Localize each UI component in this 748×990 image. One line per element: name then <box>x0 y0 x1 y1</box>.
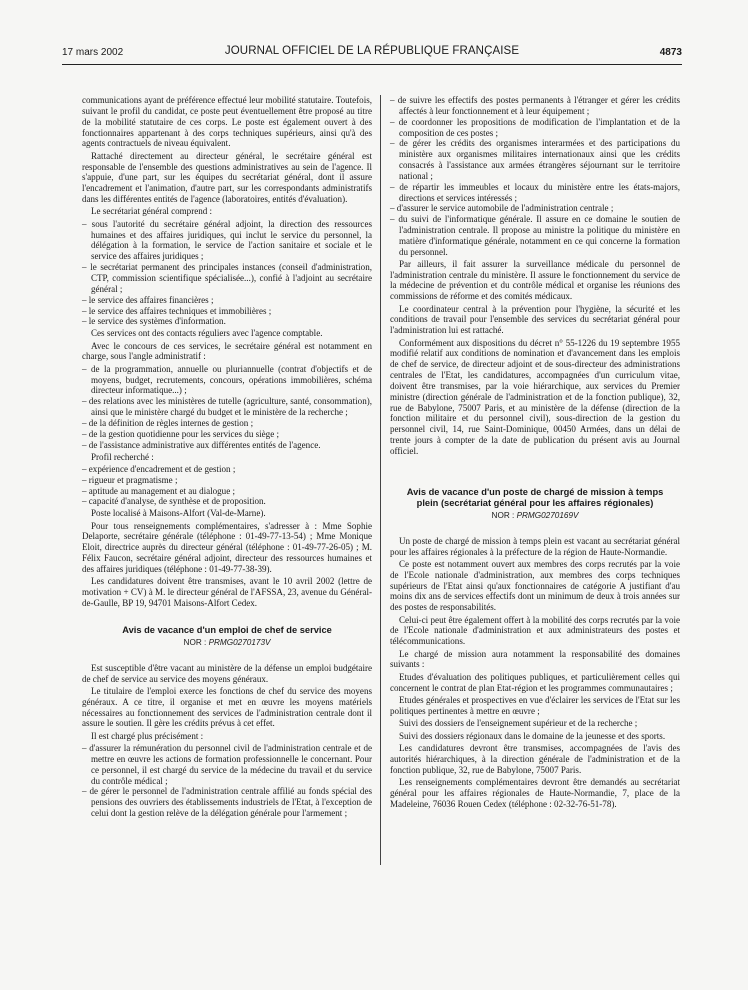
paragraph: Un poste de chargé de mission à temps plein est vacant au secrétariat général pour les affaires régionales à la préfecture de la région de Haute-Normandie. <box>390 535 680 557</box>
notice-title: Avis de vacance d'un emploi de chef de service <box>122 624 332 635</box>
list-item: – de l'assistance administrative aux différentes entités de l'agence. <box>82 440 372 451</box>
list-item: – le service des affaires techniques et immobilières ; <box>82 306 372 317</box>
paragraph: Ces services ont des contacts réguliers avec l'agence comptable. <box>91 328 323 339</box>
list-item: – capacité d'analyse, de synthèse et de proposition. <box>82 496 372 507</box>
nor-label: NOR : <box>491 510 515 520</box>
paragraph: Pour tous renseignements complémentaires, s'adresser à : Mme Sophie Delaporte, secrétaire générale (téléphone : 01-49-77-13-54) ; Mme Monique Eloit, directrice auprès du directeur général (téléphone : 01-49-77-26-05) ; M. Félix Faucon, secrétaire général adjoint, directeur des ressources humaines et des affaires juridiques (téléphone : 01-49-77-38-39). <box>82 520 372 574</box>
paragraph: Etudes d'évaluation des politiques publiques, et particulièrement celles qui concernent le contrat de plan Etat-région et les programmes communautaires ; <box>390 671 680 693</box>
list <box>390 95 680 258</box>
paragraph: Le secrétariat général comprend : <box>91 206 213 217</box>
list <box>82 743 372 819</box>
nor-code: PRMG0270169V <box>516 510 579 520</box>
paragraph: Le chargé de mission aura notamment la responsabilité des domaines suivants : <box>390 648 680 670</box>
paragraph: Il est chargé plus précisément : <box>91 730 204 741</box>
journal-title: JOURNAL OFFICIEL DE LA RÉPUBLIQUE FRANÇAISE <box>224 45 520 57</box>
issue-date: 17 mars 2002 <box>62 47 124 58</box>
paragraph: Les candidatures devront être transmises, accompagnées de l'avis des autorités hiérarchiques, à la direction générale de l'administration et de la fonction publique, 32, rue de Babylone, 75007 Paris. <box>390 742 680 775</box>
page-header <box>62 44 682 62</box>
list-item: – de gérer le personnel de l'administration centrale affilié au fonds spécial des pensions des ouvriers des établissements industriels de l'Etat, à l'exception de celui dont la gestion relève de la délégation générale pour l'armement ; <box>82 786 372 819</box>
list-item: – expérience d'encadrement et de gestion ; <box>82 464 372 475</box>
paragraph: Profil recherché : <box>91 451 154 462</box>
paragraph: Ce poste est notamment ouvert aux membres des corps recrutés par la voie de l'Ecole nationale d'administration, aux membres des corps techniques supérieurs de l'Etat ainsi qu'aux fonctionnaires de catégorie A justifiant d'au moins dix ans de services effectifs dont un minimum de deux à trois années sur des postes de responsabilités. <box>390 558 680 613</box>
list-item: – de gérer les crédits des organismes interarmées et des participations du ministère aux organismes militaires internationaux ainsi que les crédits consacrés à l'assistance aux armées étrangères séjournant sur le territoire national ; <box>390 138 680 181</box>
left-column <box>82 95 372 820</box>
header-rule <box>62 64 682 65</box>
paragraph: Le titulaire de l'emploi exerce les fonctions de chef du service des moyens généraux. A ce titre, il organise et met en œuvre les moyens matériels nécessaires au fonctionnement des services de l'administration centrale dont il assure le soutien. Il gère les crédits prévus à cet effet. <box>82 685 372 729</box>
list-item: – du suivi de l'informatique générale. Il assure en ce domaine le soutien de l'administration centrale. Il propose au ministre la politique du ministère en matière d'informatique générale, notamment en ce qui concerne la formation du personnel. <box>390 214 680 257</box>
paragraph: Les candidatures doivent être transmises, avant le 10 avril 2002 (lettre de motivation + CV) à M. le directeur général de l'AFSSA, 23, avenue du Général-de-Gaulle, BP 19, 94701 Maisons-Alfort Cedex. <box>82 576 372 608</box>
paragraph: Celui-ci peut être également offert à la mobilité des corps recrutés par la voie de l'Ecole nationale d'administration et aux administrateurs des postes et télécommunications. <box>390 614 680 647</box>
nor-reference <box>390 511 680 522</box>
nor-code: PRMG0270173V <box>208 637 271 647</box>
list-item: – le service des systèmes d'information. <box>82 316 372 327</box>
paragraph: Est susceptible d'être vacant au ministère de la défense un emploi budgétaire de chef de service au service des moyens généraux. <box>82 662 372 684</box>
column-divider <box>380 95 381 865</box>
nor-reference <box>82 638 372 649</box>
list-item: – rigueur et pragmatisme ; <box>82 475 372 486</box>
paragraph: Conformément aux dispositions du décret n° 55-1226 du 19 septembre 1955 modifié relatif aux conditions de nomination et d'avancement dans les emplois de chef de service, de directeur adjoint et de sous-directeur des administrations centrales de l'Etat, les candidatures, accompagnées d'un curriculum vitae, doivent être transmises, par la voie hiérarchique, aux services du Premier ministre (direction générale de l'administration et de la fonction publique), 32, rue de Babylone, 75007 Paris, et au ministère de la défense (direction de la fonction militaire et du personnel civil), sous-direction de la gestion du personnel civil, 14, rue Saint-Dominique, 00450 Armées, dans un délai de trente jours à compter de la date de publication du présent avis au Journal officiel. <box>390 337 680 456</box>
list-item: – des relations avec les ministères de tutelle (agriculture, santé, consommation), ainsi que le ministère chargé du budget et le ministère de la recherche ; <box>82 396 372 418</box>
list-item: – de la programmation, annuelle ou pluriannuelle (contrat d'objectifs et de moyens, budget, recrutements, concours, opérations immobilières, schéma directeur informatique...) ; <box>82 364 372 397</box>
paragraph: communications ayant de préférence effectué leur mobilité statutaire. Toutefois, suivant le profil du candidat, ce poste peut éventuellement être proposé au titre de la mobilité statutaire de ces corps. Le poste est également ouvert à des fonctionnaires appartenant à des corps techniques supérieurs, ainsi qu'à des agents contractuels de niveau équivalent. <box>82 95 372 149</box>
list-item: – d'assurer la rémunération du personnel civil de l'administration centrale et de mettre en œuvre les actions de formation professionnelle le concernant. Pour ce personnel, il est chargé du service de la médecine du travail et du service du contrôle médical ; <box>82 743 372 786</box>
paragraph: Le coordinateur central à la prévention pour l'hygiène, la sécurité et les conditions de travail pour l'ensemble des services du secrétariat général pour l'administration lui est rattaché. <box>390 303 680 336</box>
list <box>82 364 372 451</box>
right-column <box>390 95 680 811</box>
list-item: – d'assurer le service automobile de l'administration centrale ; <box>390 203 680 214</box>
paragraph: Les renseignements complémentaires devront être demandés au secrétariat général pour les affaires régionales de Haute-Normandie, 7, place de la Madeleine, 76036 Rouen Cedex (téléphone : 02-32-76-51-78). <box>390 776 680 809</box>
notice-title: Avis de vacance d'un poste de chargé de mission à temps plein (secrétariat général pour les affaires régionales) <box>406 486 664 508</box>
list-item: – de répartir les immeubles et locaux du ministère entre les états-majors, directions et services intéressés ; <box>390 182 680 204</box>
paragraph: Par ailleurs, il fait assurer la surveillance médicale du personnel de l'administration centrale du ministère. Il assure le fonctionnement du service de la médecine de prévention et du contrôle médical et organise les réunions des commissions de réforme et des comités médicaux. <box>390 258 680 302</box>
list-item: – sous l'autorité du secrétaire général adjoint, la direction des ressources humaines et des affaires juridiques, qui inclut le service du personnel, la délégation à la formation, le service de l'action sanitaire et sociale et le service des affaires juridiques ; <box>82 219 372 262</box>
paragraph: Rattaché directement au directeur général, le secrétaire général est responsable de l'ensemble des questions administratives au sein de l'agence. Il s'appuie, d'une part, sur les équipes du secrétariat général, dont il assure l'encadrement et l'animation, d'autre part, sur les correspondants administratifs dans les différentes entités de l'agence (laboratoires, entités d'évaluation). <box>82 150 372 205</box>
list-item: – de la définition de règles internes de gestion ; <box>82 418 372 429</box>
page-number: 4873 <box>659 47 682 58</box>
paragraph: Etudes générales et prospectives en vue d'éclairer les services de l'Etat sur les politiques pertinentes à mettre en œuvre ; <box>390 695 680 716</box>
paragraph: Avec le concours de ces services, le secrétaire général est notamment en charge, sous l'angle administratif : <box>82 340 372 362</box>
paragraph: Poste localisé à Maisons-Alfort (Val-de-Marne). <box>91 508 266 519</box>
list-item: – de suivre les effectifs des postes permanents à l'étranger et gérer les crédits affectés à leur fonctionnement et à leur équipement ; <box>390 95 680 117</box>
list-item: – de la gestion quotidienne pour les services du siège ; <box>82 429 372 440</box>
list <box>82 219 372 327</box>
list-item: – aptitude au management et au dialogue ; <box>82 486 372 497</box>
list <box>82 464 372 507</box>
paragraph: Suivi des dossiers régionaux dans le domaine de la jeunesse et des sports. <box>399 730 666 741</box>
list-item: – le secrétariat permanent des principales instances (conseil d'administration, CTP, commission scientifique spécialisée...), confié à l'adjoint au secrétaire général ; <box>82 262 372 295</box>
list-item: – de coordonner les propositions de modification de l'implantation et de la composition de ces postes ; <box>390 117 680 139</box>
nor-label: NOR : <box>183 637 207 647</box>
list-item: – le service des affaires financières ; <box>82 295 372 306</box>
paragraph: Suivi des dossiers de l'enseignement supérieur et de la recherche ; <box>399 718 638 729</box>
